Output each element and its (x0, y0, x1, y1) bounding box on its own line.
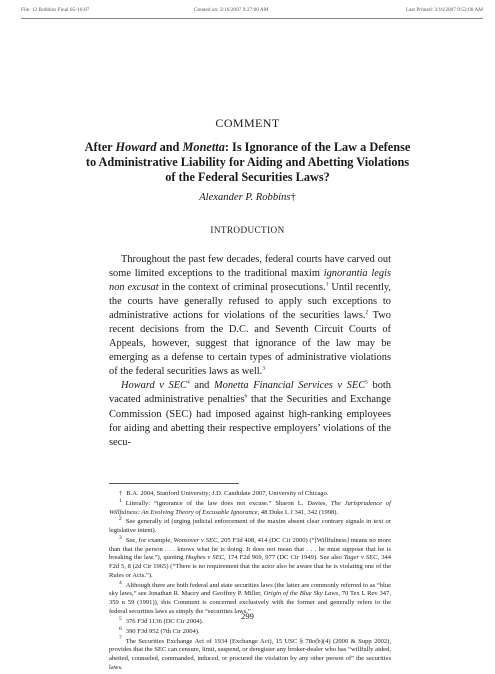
footnote-2 (109, 518, 391, 535)
article-title (80, 140, 415, 185)
section-heading: INTRODUCTION (210, 225, 285, 235)
paragraph-1 (109, 253, 391, 379)
footnote-text: , 70 Tex L Rev 347, 359 n 59 (1991)), this Comment is concerned exclusively with the former and generally refers to the federal securities laws as simply the “securities laws.” (109, 590, 391, 615)
footnote-7 (109, 635, 391, 673)
body-text (109, 253, 391, 450)
footnote-mark: 2 (119, 516, 122, 523)
author-dagger: † (290, 192, 296, 203)
title-part3: : Is Ignorance of the Law a Defense to Administrative Liability for Aiding and Abetting Violations of the Federal Securities Laws? (85, 140, 411, 184)
footnote-ref-3[interactable]: 3 (262, 365, 265, 372)
author-line (0, 192, 495, 203)
title-case-monetta: Monetta (182, 140, 225, 154)
footnote-1 (109, 497, 391, 517)
footnote-ref-6[interactable]: 6 (244, 394, 248, 400)
title-case-howard: Howard (115, 140, 157, 154)
footnote-text: 390 F3d 952 (7th Cir 2004). (125, 627, 200, 635)
footnote-text: , 174 F2d 969, 977 (DC Cir 1949). See also (224, 554, 344, 562)
footnote-6 (109, 625, 391, 637)
paragraph-2 (109, 379, 391, 449)
p2-text-d: both vacated administrative penalties (109, 380, 392, 406)
footnote-text: Literally: “ignorance of the law does not excuse.” Sharon L. Davies, (125, 499, 331, 507)
footnote-mark: 5 (119, 615, 122, 622)
footnote-text: , 205 F3d 408, 414 (DC Cir 2000) (“[Willfulness] means no more than that the person . . . knows what he is doing. It does not mean that . . . he must suppose that he is breaking the law.”), quoting (109, 537, 391, 562)
p1-text-a: Throughout the past few decades, federal courts have carved out some limited exceptions to the traditional maxim (109, 254, 391, 280)
footnote-citation-title: Origin of the Blue Sky Laws (263, 590, 339, 598)
header-created: Created on: 3/16/2007 9:27:00 AM (194, 7, 269, 13)
p1-text-e: Two recent decisions from the D.C. and Seventh Circuit Courts of Appeals, however, suggest that ignorance of the law may be emerging as a defense to certain types of administrative violations of the federal securities laws as well. (109, 310, 391, 378)
author-name: Alexander P. Robbins (199, 192, 291, 203)
p2-case-howard: Howard v SEC (121, 380, 187, 392)
footnote-text: See generally id (urging judicial enforcement of the maxim absent clear contrary signals in text or legislative intent). (109, 518, 391, 535)
header-rule (21, 18, 483, 19)
p1-text-d: Until recently, the courts have generally refused to apply such exceptions to administrative actions for violations of the securities laws. (109, 282, 392, 322)
footnote-text: See, for example, (125, 537, 174, 545)
title-part1: After (84, 140, 116, 154)
footnote-citation-title: The Jurisprudence of Willfulness: An Evolving Theory of Excusable Ignorance (109, 499, 391, 516)
footnote-rule (109, 483, 239, 484)
p1-text-c: in the context of criminal prosecutions. (158, 282, 326, 294)
footnote-text: , 344 F2d 5, 8 (2d Cir 1965) (“There is no requirement that the actor also be aware that he is violating one of the Rules or Acts.”). (109, 554, 392, 579)
p1-maxim: ignorantia legis non excusat (109, 268, 391, 294)
footnote-text: 376 F3d 1136 (DC Cir 2004). (125, 617, 204, 625)
footnote-ref-1[interactable]: 1 (325, 281, 329, 288)
footnote-mark: 3 (119, 534, 122, 541)
footnote-mark: 7 (119, 635, 122, 642)
footnote-text: Although there are both federal and state securities laws (the latter are commonly referred to as “blue sky laws,” see Jonathan R. Macey and Geoffrey P. Miller, (109, 581, 391, 598)
footnote-dagger (109, 490, 391, 499)
footnote-case-name: Wonsover v SEC (173, 537, 218, 545)
footnote-3 (109, 534, 392, 581)
header-printed: Last Printed: 3/16/2007 9:52:00 AM (405, 7, 483, 13)
footnote-ref-5[interactable]: 5 (365, 379, 368, 386)
footnote-text: , 48 Duke L J 341, 342 (1998). (257, 508, 339, 516)
footnote-mark: 6 (119, 625, 122, 632)
footnote-mark: 1 (119, 497, 122, 504)
footnote-case-name: Hughes v SEC (185, 554, 225, 562)
title-part2: and (156, 140, 183, 154)
footnotes (109, 490, 391, 674)
header-file: File: 12 Robbins Final 05-16-07 (21, 7, 90, 13)
p2-case-monetta: Monetta Financial Services v SEC (213, 380, 366, 392)
p2-text-b: and (189, 380, 214, 392)
footnote-mark: † (119, 490, 123, 497)
article-type: COMMENT (215, 116, 280, 130)
p2-text-e: that the Securities and Exchange Commission (SEC) had imposed against high-ranking employees for aiding and abetting their respective employers’ violations of the secu- (109, 394, 391, 448)
page-number: 299 (241, 611, 254, 621)
footnote-text: B.A. 2004, Stanford University; J.D. Candidate 2007, University of Chicago. (126, 490, 329, 497)
footnote-case-name: Tager v SEC (343, 554, 378, 562)
footnote-text: The Securities Exchange Act of 1934 (Exchange Act), 15 USC § 78o(b)(4) (2000 & Supp 2002), provides that the SEC can censure, limit, suspend, or deregister any broker-dealer who has “willfully aided, abetted, counseled, commanded, induced, or procured the violation by any other person of” the securities laws. (109, 637, 391, 671)
footnote-mark: 4 (119, 579, 122, 586)
footnote-ref-2[interactable]: 2 (365, 309, 369, 316)
footnote-ref-4[interactable]: 4 (187, 379, 190, 386)
